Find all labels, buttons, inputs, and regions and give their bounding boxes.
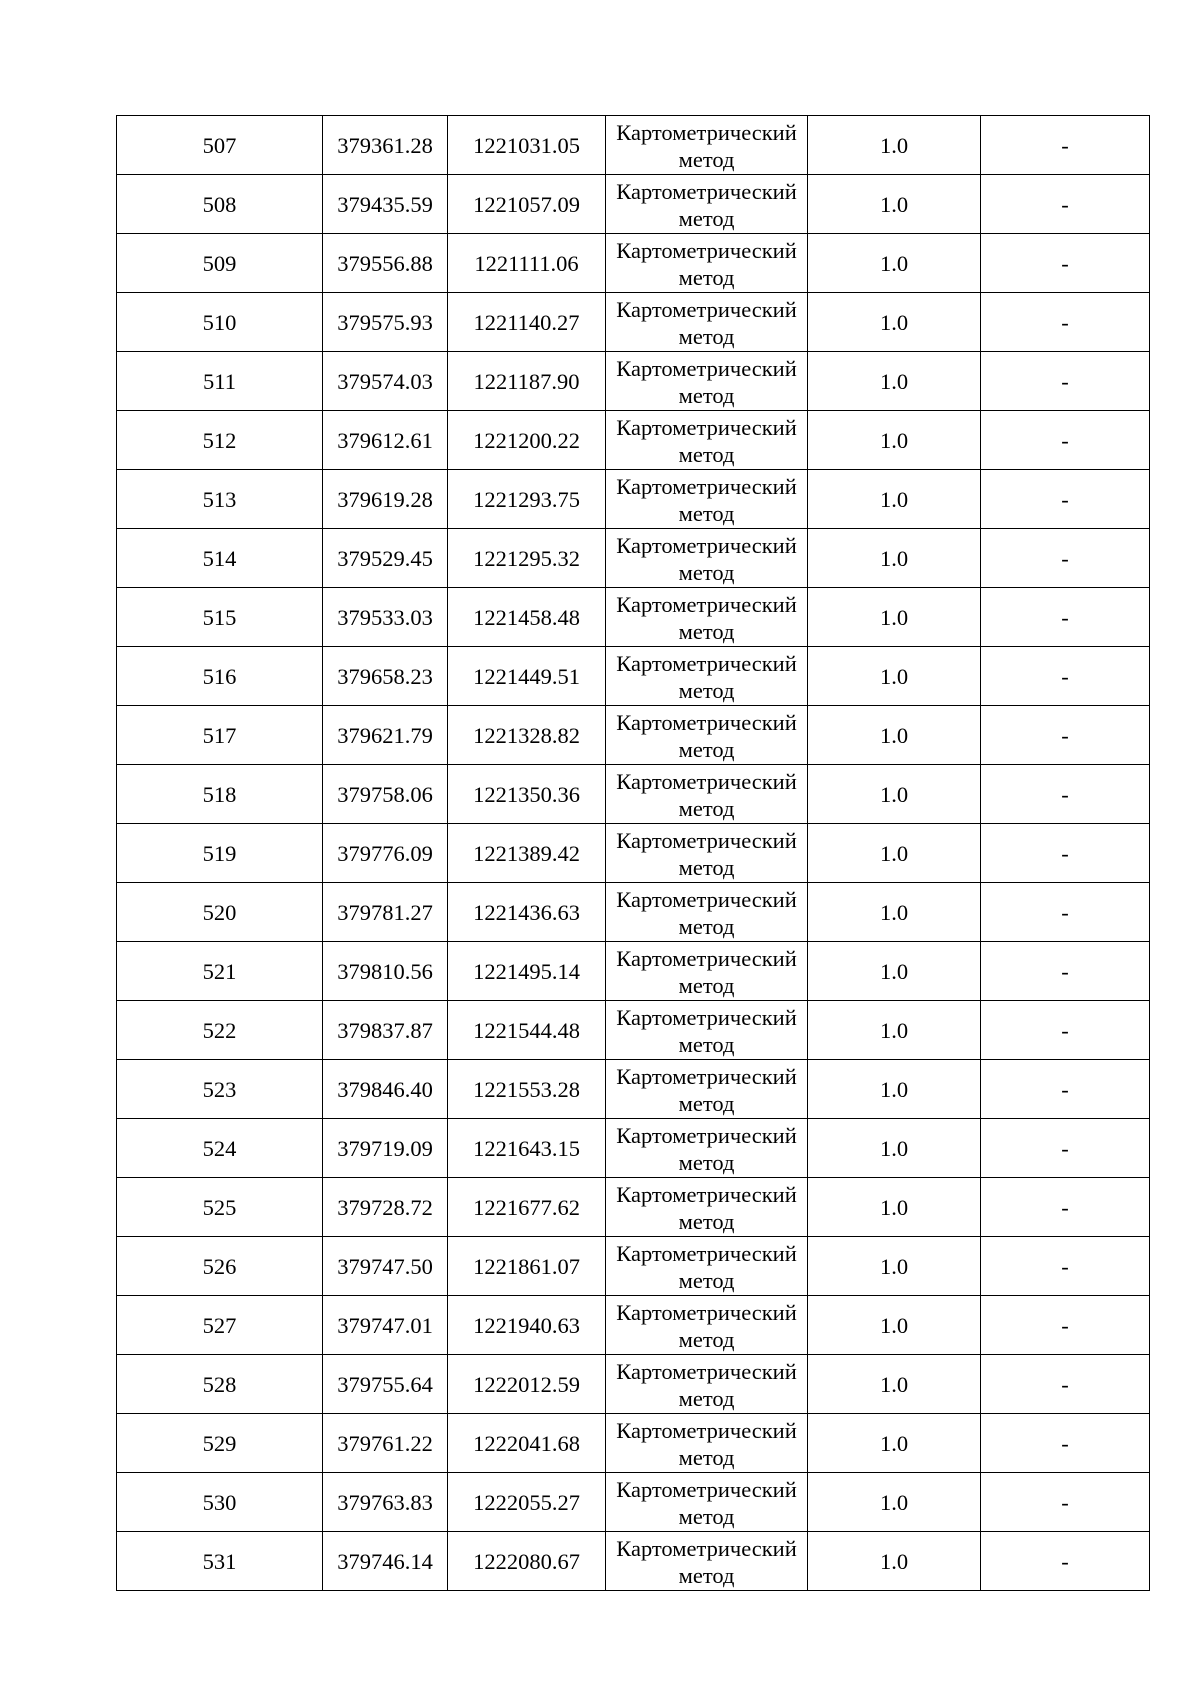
method-label-line1: Картометрический (616, 945, 797, 971)
x-coordinate-cell: 379747.01 (323, 1296, 448, 1355)
extra-info-cell: - (981, 1414, 1150, 1473)
point-number-cell: 508 (117, 175, 323, 234)
method-label-line2: метод (678, 1267, 735, 1293)
method-label-line1: Картометрический (616, 827, 797, 853)
extra-info-cell: - (981, 765, 1150, 824)
extra-info-cell: - (981, 175, 1150, 234)
y-coordinate-cell: 1222055.27 (448, 1473, 606, 1532)
accuracy-cell: 1.0 (808, 1178, 981, 1237)
table-row (117, 1060, 1150, 1119)
point-number-cell: 531 (117, 1532, 323, 1591)
point-number-cell: 513 (117, 470, 323, 529)
x-coordinate-cell: 379728.72 (323, 1178, 448, 1237)
accuracy-cell: 1.0 (808, 470, 981, 529)
extra-info-cell: - (981, 1237, 1150, 1296)
table-row (117, 1355, 1150, 1414)
y-coordinate-cell: 1221111.06 (448, 234, 606, 293)
point-number-cell: 516 (117, 647, 323, 706)
method-cell (606, 293, 808, 352)
method-cell (606, 706, 808, 765)
table-row (117, 1119, 1150, 1178)
y-coordinate-cell: 1221940.63 (448, 1296, 606, 1355)
table-row (117, 942, 1150, 1001)
table-row (117, 1296, 1150, 1355)
point-number-cell: 517 (117, 706, 323, 765)
accuracy-cell: 1.0 (808, 116, 981, 175)
method-label-line1: Картометрический (616, 1358, 797, 1384)
method-cell (606, 824, 808, 883)
accuracy-cell: 1.0 (808, 1001, 981, 1060)
accuracy-cell: 1.0 (808, 765, 981, 824)
y-coordinate-cell: 1221643.15 (448, 1119, 606, 1178)
x-coordinate-cell: 379837.87 (323, 1001, 448, 1060)
point-number-cell: 512 (117, 411, 323, 470)
accuracy-cell: 1.0 (808, 234, 981, 293)
accuracy-cell: 1.0 (808, 352, 981, 411)
method-cell (606, 765, 808, 824)
x-coordinate-cell: 379755.64 (323, 1355, 448, 1414)
table-row (117, 824, 1150, 883)
y-coordinate-cell: 1221544.48 (448, 1001, 606, 1060)
extra-info-cell: - (981, 647, 1150, 706)
method-label-line1: Картометрический (616, 1417, 797, 1443)
extra-info-cell: - (981, 883, 1150, 942)
table-row (117, 1532, 1150, 1591)
method-cell (606, 1355, 808, 1414)
accuracy-cell: 1.0 (808, 588, 981, 647)
method-label-line2: метод (678, 1031, 735, 1057)
table-row (117, 1237, 1150, 1296)
method-cell (606, 411, 808, 470)
method-cell (606, 529, 808, 588)
method-cell (606, 175, 808, 234)
y-coordinate-cell: 1222080.67 (448, 1532, 606, 1591)
x-coordinate-cell: 379763.83 (323, 1473, 448, 1532)
table-row (117, 647, 1150, 706)
method-label-line1: Картометрический (616, 237, 797, 263)
x-coordinate-cell: 379761.22 (323, 1414, 448, 1473)
x-coordinate-cell: 379533.03 (323, 588, 448, 647)
accuracy-cell: 1.0 (808, 1237, 981, 1296)
y-coordinate-cell: 1221350.36 (448, 765, 606, 824)
extra-info-cell: - (981, 1178, 1150, 1237)
method-label-line1: Картометрический (616, 1535, 797, 1561)
method-label-line2: метод (678, 323, 735, 349)
table-row (117, 1178, 1150, 1237)
method-cell (606, 1532, 808, 1591)
table-row (117, 234, 1150, 293)
table-row (117, 116, 1150, 175)
method-cell (606, 1414, 808, 1473)
table-row (117, 175, 1150, 234)
table-row (117, 706, 1150, 765)
x-coordinate-cell: 379435.59 (323, 175, 448, 234)
method-label-line1: Картометрический (616, 768, 797, 794)
method-cell (606, 1001, 808, 1060)
y-coordinate-cell: 1221031.05 (448, 116, 606, 175)
accuracy-cell: 1.0 (808, 942, 981, 1001)
point-number-cell: 507 (117, 116, 323, 175)
extra-info-cell: - (981, 1060, 1150, 1119)
x-coordinate-cell: 379612.61 (323, 411, 448, 470)
method-cell (606, 1473, 808, 1532)
x-coordinate-cell: 379846.40 (323, 1060, 448, 1119)
x-coordinate-cell: 379556.88 (323, 234, 448, 293)
method-label-line2: метод (678, 559, 735, 585)
method-label-line1: Картометрический (616, 1122, 797, 1148)
table-row (117, 1414, 1150, 1473)
table-row (117, 1001, 1150, 1060)
method-label-line1: Картометрический (616, 178, 797, 204)
x-coordinate-cell: 379619.28 (323, 470, 448, 529)
extra-info-cell: - (981, 470, 1150, 529)
x-coordinate-cell: 379781.27 (323, 883, 448, 942)
method-label-line2: метод (678, 736, 735, 762)
table-row (117, 529, 1150, 588)
accuracy-cell: 1.0 (808, 1473, 981, 1532)
y-coordinate-cell: 1221057.09 (448, 175, 606, 234)
method-cell (606, 588, 808, 647)
method-label-line2: метод (678, 205, 735, 231)
extra-info-cell: - (981, 824, 1150, 883)
extra-info-cell: - (981, 942, 1150, 1001)
point-number-cell: 525 (117, 1178, 323, 1237)
table-row (117, 765, 1150, 824)
y-coordinate-cell: 1221140.27 (448, 293, 606, 352)
method-label-line1: Картометрический (616, 709, 797, 735)
y-coordinate-cell: 1221328.82 (448, 706, 606, 765)
x-coordinate-cell: 379621.79 (323, 706, 448, 765)
x-coordinate-cell: 379776.09 (323, 824, 448, 883)
method-label-line2: метод (678, 913, 735, 939)
table-row (117, 470, 1150, 529)
method-cell (606, 1237, 808, 1296)
x-coordinate-cell: 379574.03 (323, 352, 448, 411)
x-coordinate-cell: 379746.14 (323, 1532, 448, 1591)
y-coordinate-cell: 1221861.07 (448, 1237, 606, 1296)
method-label-line1: Картометрический (616, 1004, 797, 1030)
y-coordinate-cell: 1221187.90 (448, 352, 606, 411)
method-cell (606, 647, 808, 706)
y-coordinate-cell: 1221295.32 (448, 529, 606, 588)
x-coordinate-cell: 379810.56 (323, 942, 448, 1001)
method-label-line2: метод (678, 677, 735, 703)
extra-info-cell: - (981, 1296, 1150, 1355)
method-label-line1: Картометрический (616, 591, 797, 617)
method-cell (606, 883, 808, 942)
table-row (117, 411, 1150, 470)
method-label-line2: метод (678, 1149, 735, 1175)
method-cell (606, 234, 808, 293)
point-number-cell: 528 (117, 1355, 323, 1414)
method-cell (606, 470, 808, 529)
accuracy-cell: 1.0 (808, 706, 981, 765)
extra-info-cell: - (981, 529, 1150, 588)
accuracy-cell: 1.0 (808, 1296, 981, 1355)
extra-info-cell: - (981, 1119, 1150, 1178)
y-coordinate-cell: 1222012.59 (448, 1355, 606, 1414)
method-cell (606, 1119, 808, 1178)
y-coordinate-cell: 1221293.75 (448, 470, 606, 529)
point-number-cell: 529 (117, 1414, 323, 1473)
point-number-cell: 509 (117, 234, 323, 293)
method-label-line1: Картометрический (616, 1476, 797, 1502)
accuracy-cell: 1.0 (808, 411, 981, 470)
point-number-cell: 520 (117, 883, 323, 942)
method-label-line2: метод (678, 1503, 735, 1529)
accuracy-cell: 1.0 (808, 883, 981, 942)
accuracy-cell: 1.0 (808, 1414, 981, 1473)
method-label-line1: Картометрический (616, 355, 797, 381)
accuracy-cell: 1.0 (808, 1355, 981, 1414)
extra-info-cell: - (981, 1001, 1150, 1060)
table-row (117, 1473, 1150, 1532)
method-label-line2: метод (678, 1444, 735, 1470)
point-number-cell: 526 (117, 1237, 323, 1296)
method-label-line1: Картометрический (616, 296, 797, 322)
method-label-line2: метод (678, 264, 735, 290)
method-label-line2: метод (678, 618, 735, 644)
x-coordinate-cell: 379361.28 (323, 116, 448, 175)
extra-info-cell: - (981, 1532, 1150, 1591)
extra-info-cell: - (981, 352, 1150, 411)
point-number-cell: 530 (117, 1473, 323, 1532)
table-row (117, 883, 1150, 942)
method-label-line2: метод (678, 1326, 735, 1352)
extra-info-cell: - (981, 411, 1150, 470)
accuracy-cell: 1.0 (808, 824, 981, 883)
accuracy-cell: 1.0 (808, 293, 981, 352)
extra-info-cell: - (981, 234, 1150, 293)
x-coordinate-cell: 379747.50 (323, 1237, 448, 1296)
y-coordinate-cell: 1221389.42 (448, 824, 606, 883)
method-label-line1: Картометрический (616, 473, 797, 499)
extra-info-cell: - (981, 1473, 1150, 1532)
method-cell (606, 352, 808, 411)
accuracy-cell: 1.0 (808, 647, 981, 706)
y-coordinate-cell: 1222041.68 (448, 1414, 606, 1473)
point-number-cell: 515 (117, 588, 323, 647)
method-label-line1: Картометрический (616, 886, 797, 912)
method-label-line1: Картометрический (616, 1299, 797, 1325)
x-coordinate-cell: 379658.23 (323, 647, 448, 706)
point-number-cell: 511 (117, 352, 323, 411)
method-cell (606, 116, 808, 175)
accuracy-cell: 1.0 (808, 529, 981, 588)
coordinates-table-body (117, 116, 1150, 1591)
method-label-line1: Картометрический (616, 1240, 797, 1266)
extra-info-cell: - (981, 293, 1150, 352)
method-cell (606, 1178, 808, 1237)
y-coordinate-cell: 1221458.48 (448, 588, 606, 647)
point-number-cell: 521 (117, 942, 323, 1001)
x-coordinate-cell: 379758.06 (323, 765, 448, 824)
y-coordinate-cell: 1221495.14 (448, 942, 606, 1001)
method-label-line2: метод (678, 146, 735, 172)
extra-info-cell: - (981, 588, 1150, 647)
point-number-cell: 527 (117, 1296, 323, 1355)
method-cell (606, 942, 808, 1001)
point-number-cell: 523 (117, 1060, 323, 1119)
method-label-line2: метод (678, 1385, 735, 1411)
y-coordinate-cell: 1221436.63 (448, 883, 606, 942)
method-label-line2: метод (678, 972, 735, 998)
table-row (117, 293, 1150, 352)
coordinates-table (116, 115, 1150, 1591)
accuracy-cell: 1.0 (808, 175, 981, 234)
method-label-line1: Картометрический (616, 119, 797, 145)
method-label-line1: Картометрический (616, 1181, 797, 1207)
x-coordinate-cell: 379719.09 (323, 1119, 448, 1178)
point-number-cell: 510 (117, 293, 323, 352)
method-label-line1: Картометрический (616, 1063, 797, 1089)
method-cell (606, 1296, 808, 1355)
method-label-line2: метод (678, 1562, 735, 1588)
point-number-cell: 522 (117, 1001, 323, 1060)
extra-info-cell: - (981, 1355, 1150, 1414)
accuracy-cell: 1.0 (808, 1119, 981, 1178)
x-coordinate-cell: 379529.45 (323, 529, 448, 588)
method-label-line1: Картометрический (616, 532, 797, 558)
x-coordinate-cell: 379575.93 (323, 293, 448, 352)
point-number-cell: 519 (117, 824, 323, 883)
point-number-cell: 524 (117, 1119, 323, 1178)
point-number-cell: 518 (117, 765, 323, 824)
method-label-line2: метод (678, 795, 735, 821)
extra-info-cell: - (981, 706, 1150, 765)
y-coordinate-cell: 1221677.62 (448, 1178, 606, 1237)
accuracy-cell: 1.0 (808, 1060, 981, 1119)
method-label-line2: метод (678, 500, 735, 526)
point-number-cell: 514 (117, 529, 323, 588)
accuracy-cell: 1.0 (808, 1532, 981, 1591)
method-label-line2: метод (678, 1208, 735, 1234)
method-label-line2: метод (678, 441, 735, 467)
method-label-line1: Картометрический (616, 650, 797, 676)
method-label-line2: метод (678, 854, 735, 880)
table-row (117, 588, 1150, 647)
method-label-line2: метод (678, 1090, 735, 1116)
y-coordinate-cell: 1221449.51 (448, 647, 606, 706)
table-row (117, 352, 1150, 411)
method-label-line1: Картометрический (616, 414, 797, 440)
method-label-line2: метод (678, 382, 735, 408)
extra-info-cell: - (981, 116, 1150, 175)
method-cell (606, 1060, 808, 1119)
y-coordinate-cell: 1221553.28 (448, 1060, 606, 1119)
y-coordinate-cell: 1221200.22 (448, 411, 606, 470)
